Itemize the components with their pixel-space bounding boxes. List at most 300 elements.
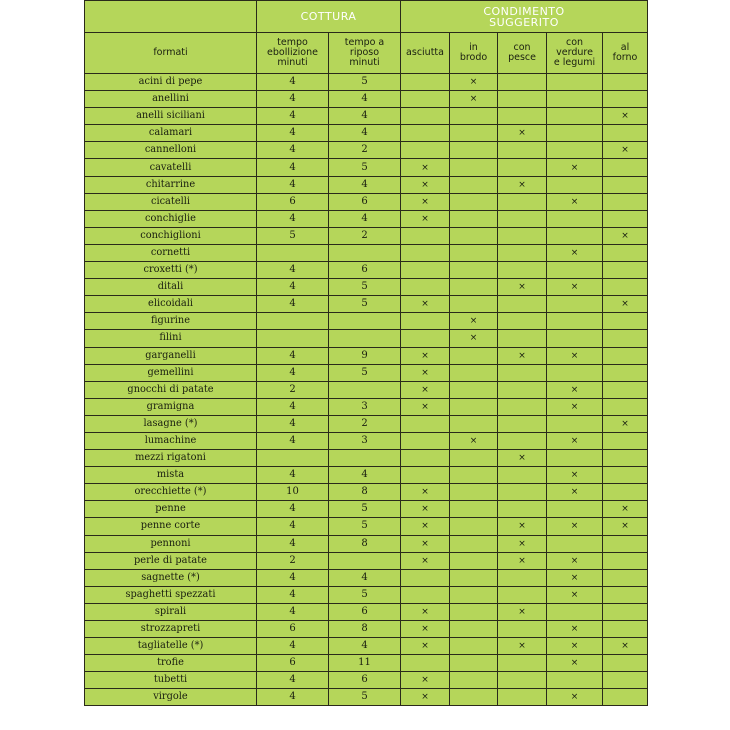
cell-tempo-ebollizione: 4 bbox=[257, 262, 329, 279]
cell-pesce bbox=[498, 159, 547, 176]
check-mark-asciutta: × bbox=[421, 641, 429, 652]
check-mark-forno: × bbox=[621, 641, 629, 652]
table-row bbox=[85, 347, 648, 364]
col-forno-line2: forno bbox=[612, 52, 638, 63]
cell-asciutta bbox=[401, 313, 450, 330]
col-verdure-line2: verdure bbox=[556, 47, 593, 58]
cell-tempo-ebollizione: 4 bbox=[257, 347, 329, 364]
cell-pesce bbox=[498, 330, 547, 347]
cell-tempo-ebollizione: 2 bbox=[257, 552, 329, 569]
cell-asciutta bbox=[401, 279, 450, 296]
cell-pesce bbox=[498, 638, 547, 655]
cell-formato: pennoni bbox=[85, 535, 257, 552]
check-mark-forno: × bbox=[621, 299, 629, 310]
check-mark-pesce: × bbox=[518, 350, 526, 361]
cell-brodo bbox=[450, 279, 498, 296]
col-ebollizione-line1: tempo bbox=[277, 37, 308, 48]
cell-pesce bbox=[498, 176, 547, 193]
check-mark-asciutta: × bbox=[421, 196, 429, 207]
cell-forno bbox=[603, 672, 648, 689]
cell-formato: filini bbox=[85, 330, 257, 347]
check-mark-verdure: × bbox=[570, 196, 579, 207]
cell-forno bbox=[603, 125, 648, 142]
table-row bbox=[85, 125, 648, 142]
cell-brodo bbox=[450, 518, 498, 535]
cell-tempo-ebollizione: 4 bbox=[257, 467, 329, 484]
cell-verdure bbox=[547, 108, 603, 125]
col-pesce-line1: con bbox=[513, 42, 531, 53]
table-row bbox=[85, 586, 648, 603]
cell-verdure bbox=[547, 193, 603, 210]
cell-tempo-riposo: 4 bbox=[329, 108, 401, 125]
table-row bbox=[85, 176, 648, 193]
cell-tempo-ebollizione: 4 bbox=[257, 91, 329, 108]
col-brodo-line1: in bbox=[469, 42, 478, 53]
cell-tempo-riposo: 4 bbox=[329, 91, 401, 108]
cell-tempo-ebollizione: 4 bbox=[257, 415, 329, 432]
col-riposo-line1: tempo a bbox=[344, 37, 385, 48]
cell-forno bbox=[603, 330, 648, 347]
cell-forno bbox=[603, 91, 648, 108]
cell-formato: spaghetti spezzati bbox=[85, 586, 257, 603]
cell-verdure bbox=[547, 638, 603, 655]
cell-forno bbox=[603, 142, 648, 159]
check-mark-verdure: × bbox=[570, 521, 579, 532]
check-mark-forno: × bbox=[621, 521, 629, 532]
cell-brodo bbox=[450, 313, 498, 330]
check-mark-verdure: × bbox=[570, 555, 579, 566]
cell-tempo-ebollizione: 4 bbox=[257, 535, 329, 552]
cell-forno bbox=[603, 279, 648, 296]
cell-verdure bbox=[547, 364, 603, 381]
check-mark-brodo: × bbox=[469, 77, 478, 88]
col-al-forno bbox=[603, 33, 648, 74]
cell-tempo-ebollizione: 6 bbox=[257, 193, 329, 210]
table-row bbox=[85, 296, 648, 313]
table-row bbox=[85, 108, 648, 125]
check-mark-asciutta: × bbox=[421, 487, 429, 498]
cell-asciutta bbox=[401, 569, 450, 586]
check-mark-asciutta: × bbox=[421, 555, 429, 566]
check-mark-verdure: × bbox=[570, 624, 579, 635]
cell-forno bbox=[603, 569, 648, 586]
table-row bbox=[85, 450, 648, 467]
check-mark-asciutta: × bbox=[421, 692, 429, 703]
cell-asciutta bbox=[401, 193, 450, 210]
cell-forno bbox=[603, 210, 648, 227]
cell-tempo-riposo: 5 bbox=[329, 518, 401, 535]
cell-tempo-riposo bbox=[329, 330, 401, 347]
cell-tempo-ebollizione: 4 bbox=[257, 586, 329, 603]
check-mark-pesce: × bbox=[518, 521, 526, 532]
cell-brodo bbox=[450, 552, 498, 569]
cell-formato: gramigna bbox=[85, 398, 257, 415]
table-row bbox=[85, 210, 648, 227]
cell-tempo-ebollizione: 4 bbox=[257, 364, 329, 381]
cell-tempo-riposo: 4 bbox=[329, 467, 401, 484]
cottura-label: COTTURA bbox=[300, 10, 357, 23]
col-asciutta bbox=[401, 33, 450, 74]
cell-pesce bbox=[498, 655, 547, 672]
cell-forno bbox=[603, 415, 648, 432]
cell-pesce bbox=[498, 91, 547, 108]
cell-brodo bbox=[450, 262, 498, 279]
cell-pesce bbox=[498, 142, 547, 159]
cell-tempo-ebollizione: 4 bbox=[257, 501, 329, 518]
cell-formato: anelli siciliani bbox=[85, 108, 257, 125]
cell-verdure bbox=[547, 398, 603, 415]
table-row bbox=[85, 74, 648, 91]
cell-verdure bbox=[547, 330, 603, 347]
cell-asciutta bbox=[401, 159, 450, 176]
cell-tempo-riposo: 9 bbox=[329, 347, 401, 364]
cell-formato: trofie bbox=[85, 655, 257, 672]
cell-asciutta bbox=[401, 91, 450, 108]
cell-formato: garganelli bbox=[85, 347, 257, 364]
cell-forno bbox=[603, 364, 648, 381]
check-mark-asciutta: × bbox=[421, 367, 429, 378]
cell-verdure bbox=[547, 432, 603, 449]
check-mark-forno: × bbox=[621, 418, 629, 429]
cell-asciutta bbox=[401, 655, 450, 672]
cell-forno bbox=[603, 74, 648, 91]
cell-formato: gemellini bbox=[85, 364, 257, 381]
check-mark-brodo: × bbox=[469, 436, 478, 447]
cell-brodo bbox=[450, 398, 498, 415]
cell-tempo-riposo: 4 bbox=[329, 210, 401, 227]
cell-pesce bbox=[498, 586, 547, 603]
cell-tempo-riposo: 8 bbox=[329, 484, 401, 501]
table-row bbox=[85, 313, 648, 330]
cell-brodo bbox=[450, 603, 498, 620]
cell-verdure bbox=[547, 262, 603, 279]
cell-brodo bbox=[450, 176, 498, 193]
cell-brodo bbox=[450, 501, 498, 518]
table-row bbox=[85, 621, 648, 638]
cell-asciutta bbox=[401, 518, 450, 535]
table-row bbox=[85, 398, 648, 415]
table-row bbox=[85, 552, 648, 569]
col-brodo-line2: brodo bbox=[459, 52, 488, 63]
cell-asciutta bbox=[401, 432, 450, 449]
check-mark-pesce: × bbox=[518, 179, 526, 190]
cell-brodo bbox=[450, 296, 498, 313]
cell-pesce bbox=[498, 535, 547, 552]
table-row bbox=[85, 330, 648, 347]
table-row bbox=[85, 381, 648, 398]
cell-forno bbox=[603, 193, 648, 210]
cell-tempo-ebollizione: 4 bbox=[257, 398, 329, 415]
cell-forno bbox=[603, 518, 648, 535]
table-row bbox=[85, 159, 648, 176]
cell-tempo-ebollizione: 4 bbox=[257, 638, 329, 655]
cell-verdure bbox=[547, 210, 603, 227]
cell-pesce bbox=[498, 603, 547, 620]
cell-forno bbox=[603, 467, 648, 484]
cell-verdure bbox=[547, 347, 603, 364]
pasta-cooking-table bbox=[84, 0, 648, 706]
check-mark-asciutta: × bbox=[421, 401, 429, 412]
cell-tempo-riposo: 5 bbox=[329, 159, 401, 176]
cell-formato: ditali bbox=[85, 279, 257, 296]
check-mark-verdure: × bbox=[570, 487, 579, 498]
cell-tempo-ebollizione: 4 bbox=[257, 296, 329, 313]
cell-pesce bbox=[498, 415, 547, 432]
cell-asciutta bbox=[401, 108, 450, 125]
cell-tempo-ebollizione: 4 bbox=[257, 279, 329, 296]
col-riposo-line2: riposo bbox=[349, 47, 380, 58]
table-row bbox=[85, 501, 648, 518]
table-row bbox=[85, 244, 648, 261]
cell-formato: spirali bbox=[85, 603, 257, 620]
cell-pesce bbox=[498, 569, 547, 586]
cell-asciutta bbox=[401, 621, 450, 638]
table-row bbox=[85, 603, 648, 620]
cell-verdure bbox=[547, 125, 603, 142]
cell-pesce bbox=[498, 108, 547, 125]
table-row bbox=[85, 415, 648, 432]
check-mark-pesce: × bbox=[518, 555, 526, 566]
cell-forno bbox=[603, 638, 648, 655]
cell-asciutta bbox=[401, 484, 450, 501]
cell-tempo-ebollizione bbox=[257, 330, 329, 347]
check-mark-pesce: × bbox=[518, 282, 526, 293]
check-mark-asciutta: × bbox=[421, 538, 429, 549]
cell-formato: mezzi rigatoni bbox=[85, 450, 257, 467]
cell-forno bbox=[603, 244, 648, 261]
cell-brodo bbox=[450, 569, 498, 586]
check-mark-asciutta: × bbox=[421, 179, 429, 190]
cell-pesce bbox=[498, 552, 547, 569]
check-mark-forno: × bbox=[621, 504, 629, 515]
cell-pesce bbox=[498, 672, 547, 689]
col-con-pesce bbox=[498, 33, 547, 74]
cell-verdure bbox=[547, 176, 603, 193]
table-row bbox=[85, 569, 648, 586]
cell-pesce bbox=[498, 364, 547, 381]
cell-verdure bbox=[547, 227, 603, 244]
cell-forno bbox=[603, 313, 648, 330]
col-formati-label: formati bbox=[153, 47, 188, 58]
check-mark-verdure: × bbox=[570, 589, 579, 600]
cell-forno bbox=[603, 689, 648, 706]
cell-brodo bbox=[450, 415, 498, 432]
cell-formato: mista bbox=[85, 467, 257, 484]
cell-forno bbox=[603, 450, 648, 467]
cell-tempo-riposo: 4 bbox=[329, 176, 401, 193]
cell-tempo-ebollizione: 4 bbox=[257, 569, 329, 586]
cell-brodo bbox=[450, 638, 498, 655]
cell-tempo-riposo: 2 bbox=[329, 142, 401, 159]
table-row bbox=[85, 467, 648, 484]
table-row bbox=[85, 432, 648, 449]
cell-pesce bbox=[498, 347, 547, 364]
cell-verdure bbox=[547, 603, 603, 620]
cell-tempo-riposo bbox=[329, 313, 401, 330]
cell-asciutta bbox=[401, 347, 450, 364]
cell-forno bbox=[603, 381, 648, 398]
check-mark-asciutta: × bbox=[421, 606, 429, 617]
cell-tempo-riposo: 6 bbox=[329, 193, 401, 210]
check-mark-brodo: × bbox=[469, 333, 478, 344]
col-in-brodo bbox=[450, 33, 498, 74]
cell-tempo-riposo: 6 bbox=[329, 672, 401, 689]
table-body bbox=[85, 74, 648, 706]
cell-pesce bbox=[498, 518, 547, 535]
cell-brodo bbox=[450, 91, 498, 108]
cell-verdure bbox=[547, 244, 603, 261]
cell-formato: acini di pepe bbox=[85, 74, 257, 91]
cell-asciutta bbox=[401, 262, 450, 279]
cell-tempo-ebollizione: 4 bbox=[257, 125, 329, 142]
cell-brodo bbox=[450, 467, 498, 484]
check-mark-verdure: × bbox=[570, 470, 579, 481]
check-mark-verdure: × bbox=[570, 162, 579, 173]
cell-forno bbox=[603, 621, 648, 638]
cell-formato: figurine bbox=[85, 313, 257, 330]
cell-brodo bbox=[450, 347, 498, 364]
cell-forno bbox=[603, 227, 648, 244]
cell-formato: conchiglioni bbox=[85, 227, 257, 244]
cell-asciutta bbox=[401, 467, 450, 484]
cell-pesce bbox=[498, 279, 547, 296]
col-asciutta-label: asciutta bbox=[406, 47, 444, 58]
cell-verdure bbox=[547, 621, 603, 638]
cell-brodo bbox=[450, 450, 498, 467]
table-row bbox=[85, 91, 648, 108]
cell-verdure bbox=[547, 142, 603, 159]
cell-forno bbox=[603, 432, 648, 449]
column-header-row bbox=[85, 33, 648, 74]
cell-forno bbox=[603, 296, 648, 313]
check-mark-asciutta: × bbox=[421, 213, 429, 224]
cell-verdure bbox=[547, 296, 603, 313]
cell-brodo bbox=[450, 432, 498, 449]
cell-formato: penne bbox=[85, 501, 257, 518]
cell-tempo-riposo: 4 bbox=[329, 125, 401, 142]
cell-asciutta bbox=[401, 415, 450, 432]
table-row bbox=[85, 535, 648, 552]
cell-tempo-ebollizione: 4 bbox=[257, 689, 329, 706]
cell-asciutta bbox=[401, 330, 450, 347]
check-mark-asciutta: × bbox=[421, 162, 429, 173]
cell-asciutta bbox=[401, 125, 450, 142]
check-mark-verdure: × bbox=[570, 436, 579, 447]
check-mark-verdure: × bbox=[570, 658, 579, 669]
cell-pesce bbox=[498, 74, 547, 91]
cell-tempo-riposo bbox=[329, 381, 401, 398]
cell-formato: cannelloni bbox=[85, 142, 257, 159]
cell-formato: lumachine bbox=[85, 432, 257, 449]
table-row bbox=[85, 655, 648, 672]
cell-asciutta bbox=[401, 535, 450, 552]
cell-formato: cornetti bbox=[85, 244, 257, 261]
cell-tempo-ebollizione: 6 bbox=[257, 621, 329, 638]
cell-tempo-ebollizione: 4 bbox=[257, 74, 329, 91]
check-mark-verdure: × bbox=[570, 572, 579, 583]
check-mark-pesce: × bbox=[518, 453, 526, 464]
cell-tempo-riposo: 3 bbox=[329, 398, 401, 415]
col-pesce-line2: pesce bbox=[508, 52, 536, 63]
cell-verdure bbox=[547, 467, 603, 484]
check-mark-asciutta: × bbox=[421, 521, 429, 532]
cell-tempo-ebollizione: 4 bbox=[257, 142, 329, 159]
cell-tempo-ebollizione: 4 bbox=[257, 518, 329, 535]
cell-tempo-riposo: 11 bbox=[329, 655, 401, 672]
cell-pesce bbox=[498, 296, 547, 313]
cell-formato: croxetti (*) bbox=[85, 262, 257, 279]
condimento-label-line1: CONDIMENTO bbox=[483, 4, 565, 18]
cell-formato: cicatelli bbox=[85, 193, 257, 210]
table-row bbox=[85, 262, 648, 279]
check-mark-verdure: × bbox=[570, 282, 579, 293]
check-mark-forno: × bbox=[621, 145, 629, 156]
cell-brodo bbox=[450, 586, 498, 603]
check-mark-verdure: × bbox=[570, 350, 579, 361]
cell-tempo-riposo: 6 bbox=[329, 262, 401, 279]
table-row bbox=[85, 227, 648, 244]
cell-tempo-ebollizione: 4 bbox=[257, 176, 329, 193]
cell-pesce bbox=[498, 125, 547, 142]
cell-pesce bbox=[498, 398, 547, 415]
cell-formato: virgole bbox=[85, 689, 257, 706]
cell-verdure bbox=[547, 535, 603, 552]
cell-tempo-riposo: 5 bbox=[329, 689, 401, 706]
cell-tempo-ebollizione: 2 bbox=[257, 381, 329, 398]
cell-pesce bbox=[498, 689, 547, 706]
table-row bbox=[85, 364, 648, 381]
cell-asciutta bbox=[401, 142, 450, 159]
cell-formato: elicoidali bbox=[85, 296, 257, 313]
check-mark-asciutta: × bbox=[421, 350, 429, 361]
cell-verdure bbox=[547, 689, 603, 706]
cell-verdure bbox=[547, 381, 603, 398]
check-mark-verdure: × bbox=[570, 401, 579, 412]
cell-brodo bbox=[450, 655, 498, 672]
cell-verdure bbox=[547, 569, 603, 586]
cell-verdure bbox=[547, 484, 603, 501]
cell-asciutta bbox=[401, 689, 450, 706]
table-row bbox=[85, 193, 648, 210]
cell-formato: tagliatelle (*) bbox=[85, 638, 257, 655]
cell-tempo-riposo: 5 bbox=[329, 74, 401, 91]
cell-asciutta bbox=[401, 210, 450, 227]
col-riposo-line3: minuti bbox=[349, 57, 380, 68]
table-row bbox=[85, 484, 648, 501]
cell-asciutta bbox=[401, 398, 450, 415]
cell-tempo-riposo: 5 bbox=[329, 501, 401, 518]
cell-brodo bbox=[450, 672, 498, 689]
cell-forno bbox=[603, 655, 648, 672]
table-row bbox=[85, 518, 648, 535]
cell-formato: conchiglie bbox=[85, 210, 257, 227]
condimento-header bbox=[401, 1, 648, 33]
cell-brodo bbox=[450, 244, 498, 261]
col-con-verdure bbox=[547, 33, 603, 74]
cell-forno bbox=[603, 603, 648, 620]
cell-verdure bbox=[547, 159, 603, 176]
cell-verdure bbox=[547, 552, 603, 569]
cell-asciutta bbox=[401, 381, 450, 398]
cell-pesce bbox=[498, 381, 547, 398]
cell-tempo-riposo bbox=[329, 244, 401, 261]
check-mark-verdure: × bbox=[570, 641, 579, 652]
cell-tempo-ebollizione: 4 bbox=[257, 432, 329, 449]
cell-pesce bbox=[498, 227, 547, 244]
cell-brodo bbox=[450, 142, 498, 159]
cell-asciutta bbox=[401, 74, 450, 91]
cell-brodo bbox=[450, 227, 498, 244]
